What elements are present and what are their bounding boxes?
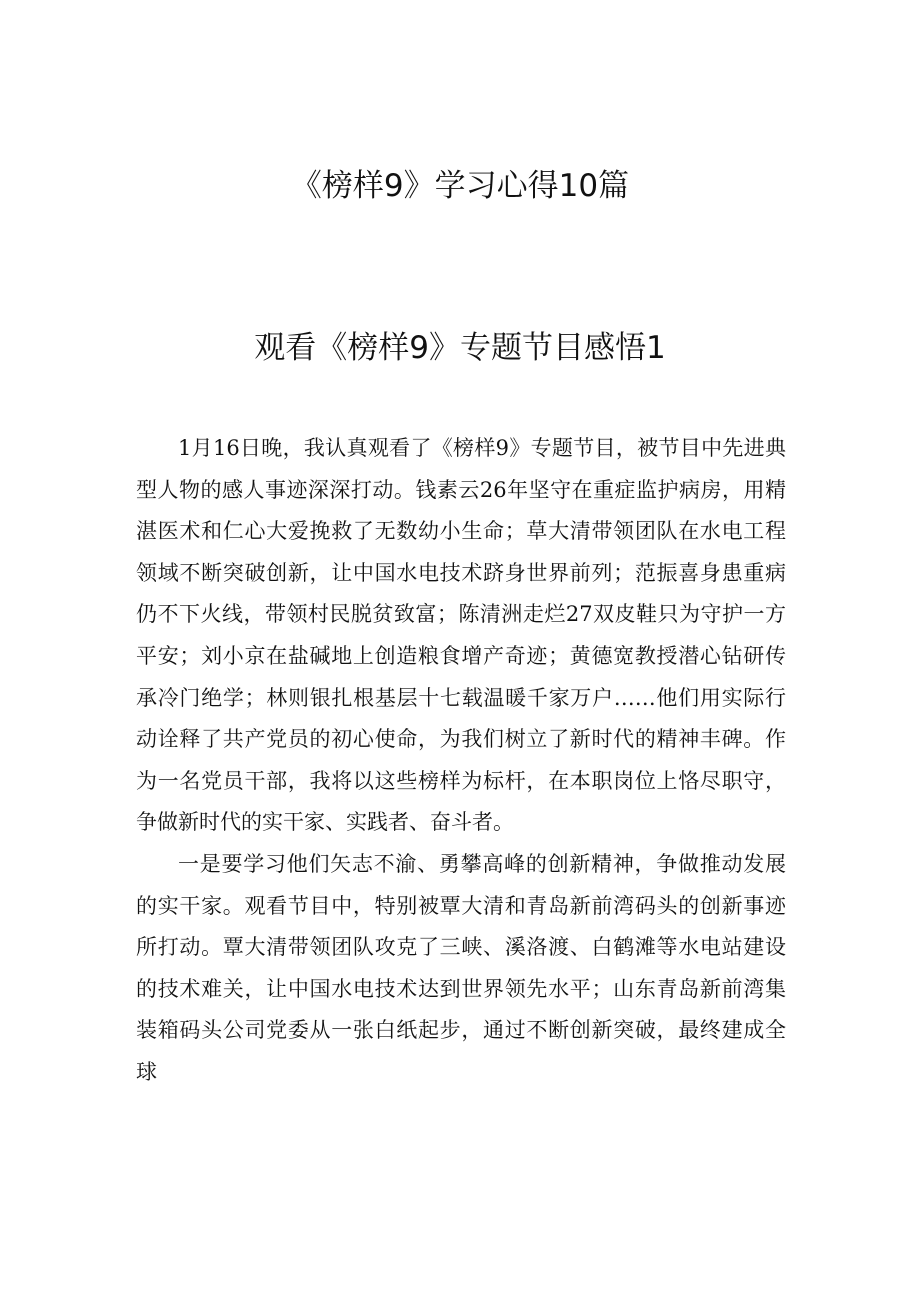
paragraph: 一是要学习他们矢志不渝、勇攀高峰的创新精神，争做推动发展的实干家。观看节目中，特别被覃大清和青岛新前湾码头的创新事迹所打动。覃大清带领团队攻克了三峡、溪洛渡、白鹤滩等水电站建设的技术难关，让中国水电技术达到世界领先水平；山东青岛新前湾集装箱码头公司党委从一张白纸起步，通过不断创新突破，最终建成全球	[136, 851, 786, 1084]
document-title: 《榜样9》学习心得10篇	[290, 168, 630, 204]
body-text	[136, 428, 786, 1094]
section-title: 观看《榜样9》专题节目感悟1	[254, 330, 666, 366]
paragraph: 1月16日晚，我认真观看了《榜样9》专题节目，被节目中先进典型人物的感人事迹深深打动。钱素云26年坚守在重症监护病房，用精湛医术和仁心大爱挽救了无数幼小生命；草大清带领团队在水电工程领域不断突破创新，让中国水电技术跻身世界前列；范振喜身患重病仍不下火线，带领村民脱贫致富；陈清洲走烂27双皮鞋只为守护一方平安；刘小京在盐碱地上创造粮食增产奇迹；黄德宽教授潜心钻研传承冷门绝学；林则银扎根基层十七载温暖千家万户……他们用实际行动诠释了共产党员的初心使命，为我们树立了新时代的精神丰碑。作为一名党员干部，我将以这些榜样为标杆，在本职岗位上恪尽职守，争做新时代的实干家、实践者、奋斗者。	[136, 436, 786, 835]
